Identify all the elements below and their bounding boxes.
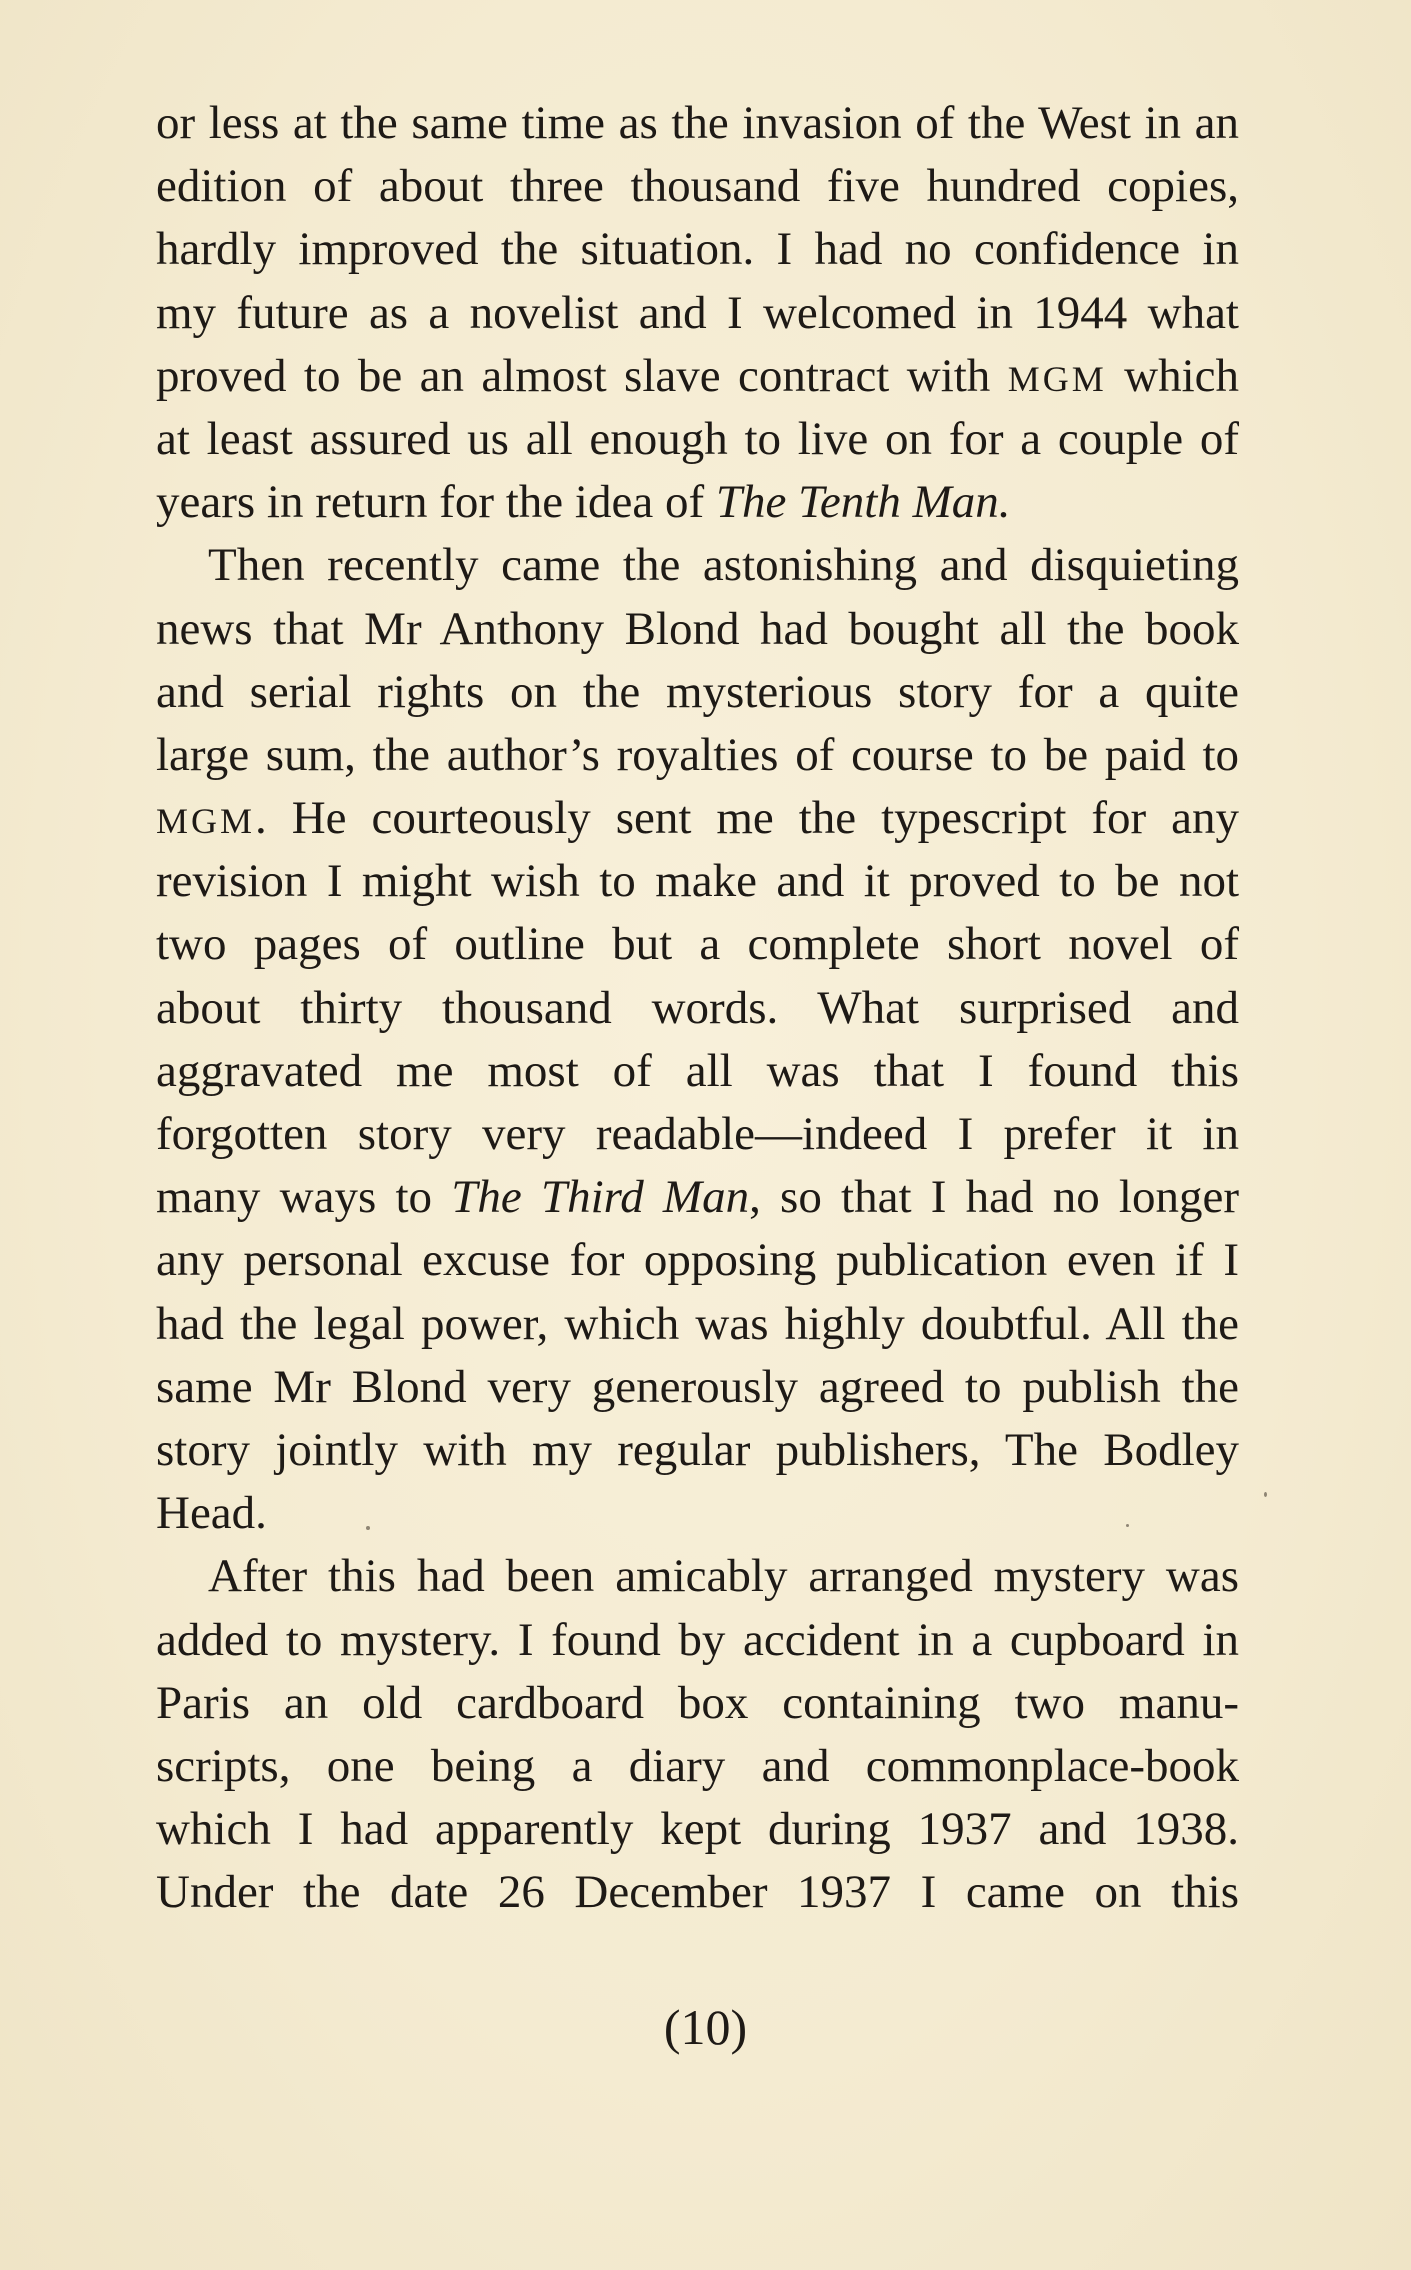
- paper-speck: [1126, 1524, 1129, 1527]
- text-run: years in return for the idea of: [156, 476, 716, 529]
- paragraph-first-line: After this had been amicably arranged mystery was: [208, 1550, 1239, 1603]
- text-run: which: [1106, 349, 1239, 402]
- text-line: story jointly with my regular publishers, The Bodley: [156, 1423, 1239, 1476]
- small-caps-abbreviation: MGM: [1007, 358, 1107, 399]
- body-text: [156, 92, 1239, 1924]
- text-line: had the legal power, which was highly doubtful. All the: [156, 1297, 1239, 1350]
- text-line: and serial rights on the mysterious story for a quite: [156, 665, 1239, 718]
- text-line: or less at the same time as the invasion of the West in an: [156, 97, 1239, 149]
- text-line: hardly improved the situation. I had no confidence in: [156, 223, 1239, 276]
- text-line: [156, 787, 1239, 850]
- italic-title: The Third Man: [451, 1171, 750, 1224]
- text-line: [156, 1166, 1239, 1229]
- text-line: Head.: [156, 1487, 267, 1540]
- small-caps-abbreviation: MGM: [156, 801, 256, 842]
- paper-speck: [366, 1526, 370, 1530]
- text-run: , so that I had no longer: [749, 1171, 1239, 1224]
- text-line: two pages of outline but a complete short novel of: [156, 918, 1239, 971]
- text-line: revision I might wish to make and it proved to be not: [156, 855, 1239, 908]
- text-run: proved to be an almost slave contract with: [156, 349, 1008, 402]
- text-line: same Mr Blond very generously agreed to publish the: [156, 1360, 1239, 1413]
- text-line: Under the date 26 December 1937 I came on this: [156, 1866, 1239, 1919]
- text-line: about thirty thousand words. What surprised and: [156, 981, 1239, 1034]
- text-line: Paris an old cardboard box containing two manu-: [156, 1676, 1239, 1729]
- text-line: forgotten story very readable—indeed I prefer it in: [156, 1108, 1239, 1160]
- text-run: many ways to: [156, 1171, 452, 1224]
- text-line: large sum, the author’s royalties of course to be paid to: [156, 728, 1239, 781]
- text-line: [156, 471, 1239, 534]
- text-line: news that Mr Anthony Blond had bought all the book: [156, 602, 1239, 655]
- text-line: any personal excuse for opposing publication even if I: [156, 1234, 1239, 1287]
- text-line: scripts, one being a diary and commonplace-book: [156, 1739, 1239, 1792]
- paper-speck: [1264, 1492, 1267, 1497]
- text-line: my future as a novelist and I welcomed in 1944 what: [156, 286, 1239, 339]
- text-line: edition of about three thousand five hundred copies,: [156, 160, 1239, 213]
- page-number: (10): [663, 1999, 748, 2055]
- text-run: . He courteously sent me the typescript for any: [255, 792, 1239, 845]
- italic-title: The Tenth Man.: [715, 476, 1011, 529]
- text-line: [156, 345, 1239, 408]
- text-line: aggravated me most of all was that I found this: [156, 1044, 1239, 1097]
- text-line: which I had apparently kept during 1937 and 1938.: [156, 1803, 1239, 1856]
- text-line: added to mystery. I found by accident in a cupboard in: [156, 1613, 1239, 1666]
- text-line: at least assured us all enough to live on for a couple of: [156, 412, 1239, 465]
- paragraph-first-line: Then recently came the astonishing and disquieting: [208, 539, 1239, 592]
